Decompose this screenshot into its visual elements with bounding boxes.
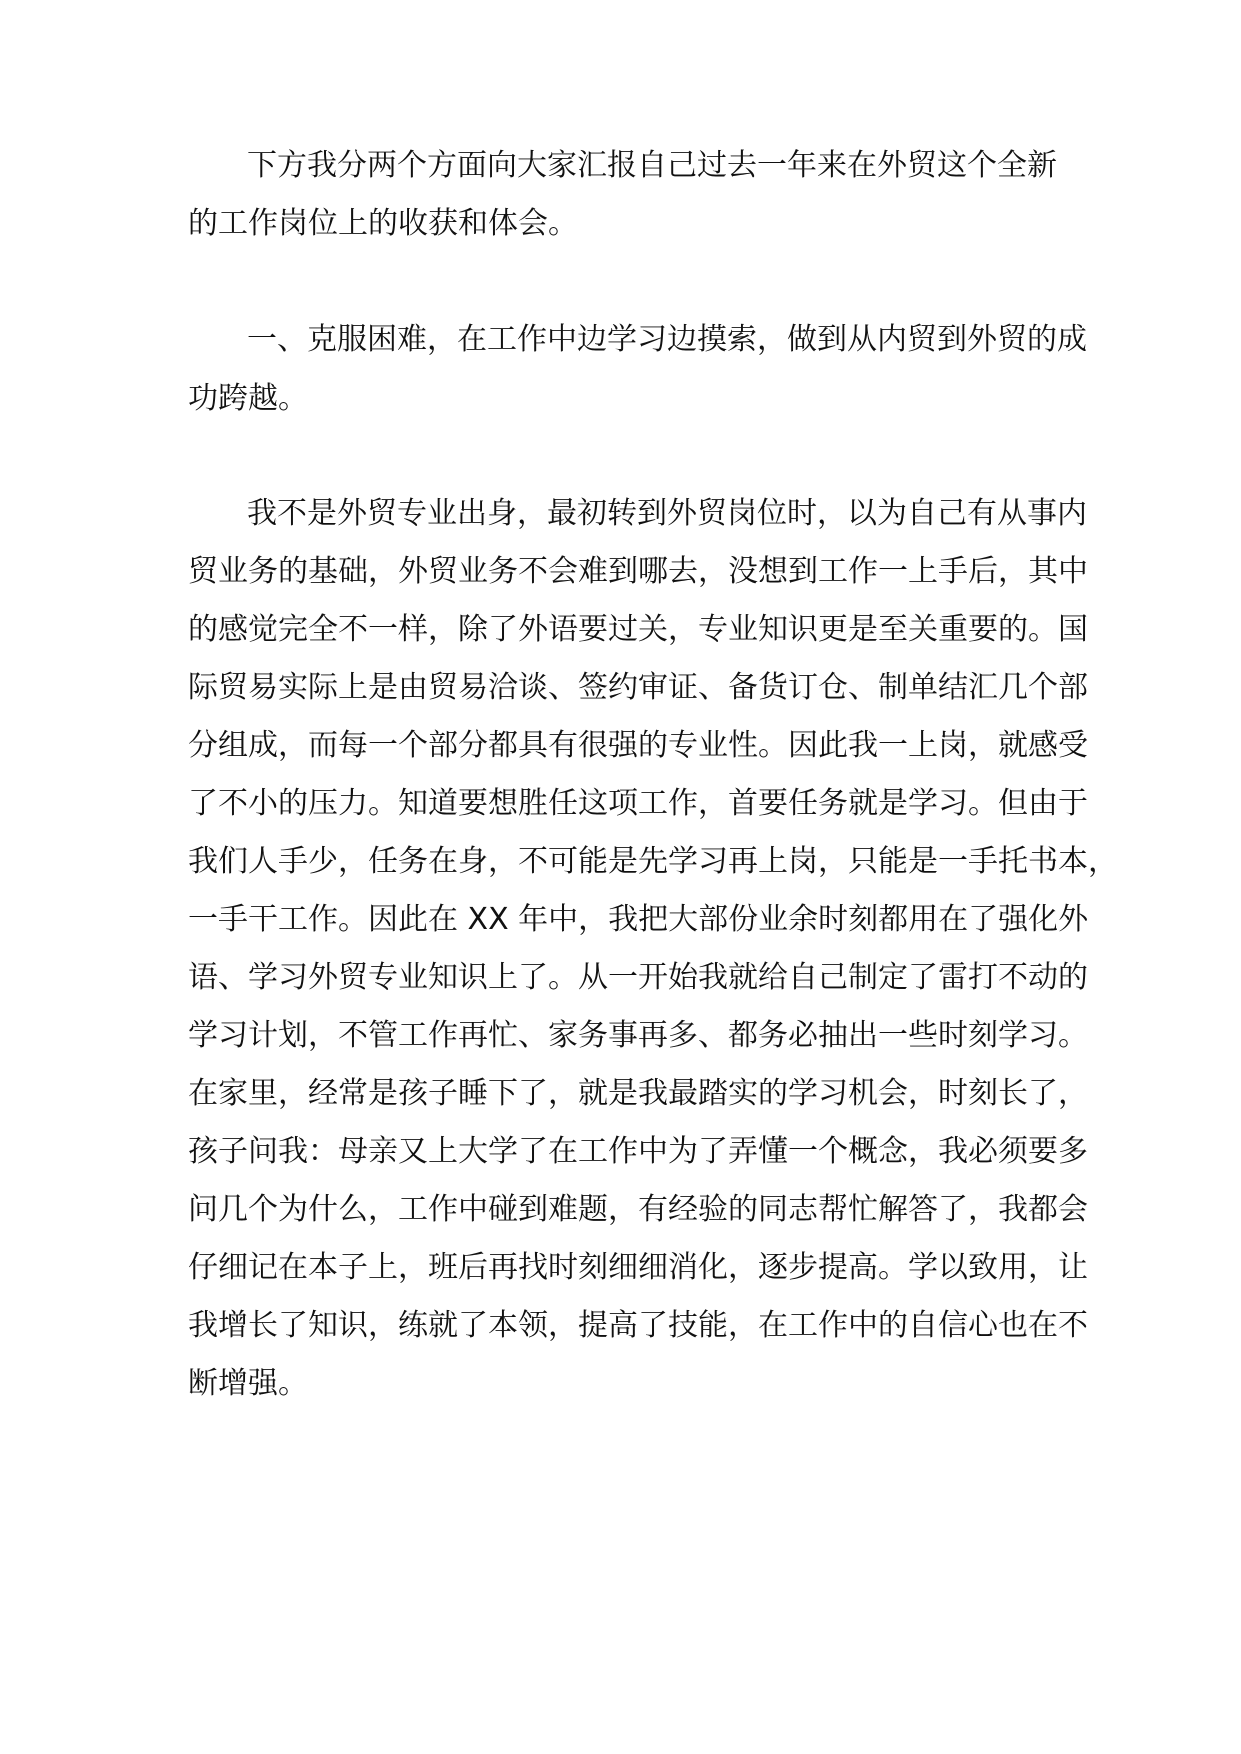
text-line: 语、学习外贸专业知识上了。从一开始我就给自己制定了雷打不动的 bbox=[188, 960, 1088, 995]
text-line: 一手干工作。因此在 XX 年中，我把大部份业余时刻都用在了强化外 bbox=[188, 902, 1089, 937]
text-line: 我们人手少，任务在身，不可能是先学习再上岗，只能是一手托书本， bbox=[188, 844, 1118, 879]
text-line: 孩子问我：母亲又上大学了在工作中为了弄懂一个概念，我必须要多 bbox=[188, 1134, 1088, 1169]
text-line: 学习计划，不管工作再忙、家务事再多、都务必抽出一些时刻学习。 bbox=[188, 1018, 1088, 1053]
text-line: 我增长了知识，练就了本领，提高了技能，在工作中的自信心也在不 bbox=[188, 1308, 1088, 1343]
text-line: 问几个为什么，工作中碰到难题，有经验的同志帮忙解答了，我都会 bbox=[188, 1192, 1088, 1227]
text-line: 断增强。 bbox=[188, 1366, 308, 1401]
text-line: 我不是外贸专业出身，最初转到外贸岗位时，以为自己有从事内 bbox=[247, 496, 1087, 531]
section-heading: 一、克服困难，在工作中边学习边摸索，做到从内贸到外贸的成 bbox=[247, 322, 1087, 357]
text-line: 在家里，经常是孩子睡下了，就是我最踏实的学习机会，时刻长了， bbox=[188, 1076, 1088, 1111]
text-line: 了不小的压力。知道要想胜任这项工作，首要任务就是学习。但由于 bbox=[188, 786, 1088, 821]
section-heading-continued: 功跨越。 bbox=[188, 381, 308, 416]
text-line: 际贸易实际上是由贸易洽谈、签约审证、备货订仓、制单结汇几个部 bbox=[188, 670, 1088, 705]
text-line: 贸业务的基础，外贸业务不会难到哪去，没想到工作一上手后，其中 bbox=[188, 554, 1088, 589]
text-line: 分组成，而每一个部分都具有很强的专业性。因此我一上岗，就感受 bbox=[188, 728, 1088, 763]
text-line: 下方我分两个方面向大家汇报自己过去一年来在外贸这个全新 bbox=[247, 148, 1057, 183]
text-line: 的工作岗位上的收获和体会。 bbox=[188, 206, 578, 241]
text-line: 仔细记在本子上，班后再找时刻细细消化，逐步提高。学以致用，让 bbox=[188, 1250, 1088, 1285]
text-line: 的感觉完全不一样，除了外语要过关，专业知识更是至关重要的。国 bbox=[188, 612, 1088, 647]
